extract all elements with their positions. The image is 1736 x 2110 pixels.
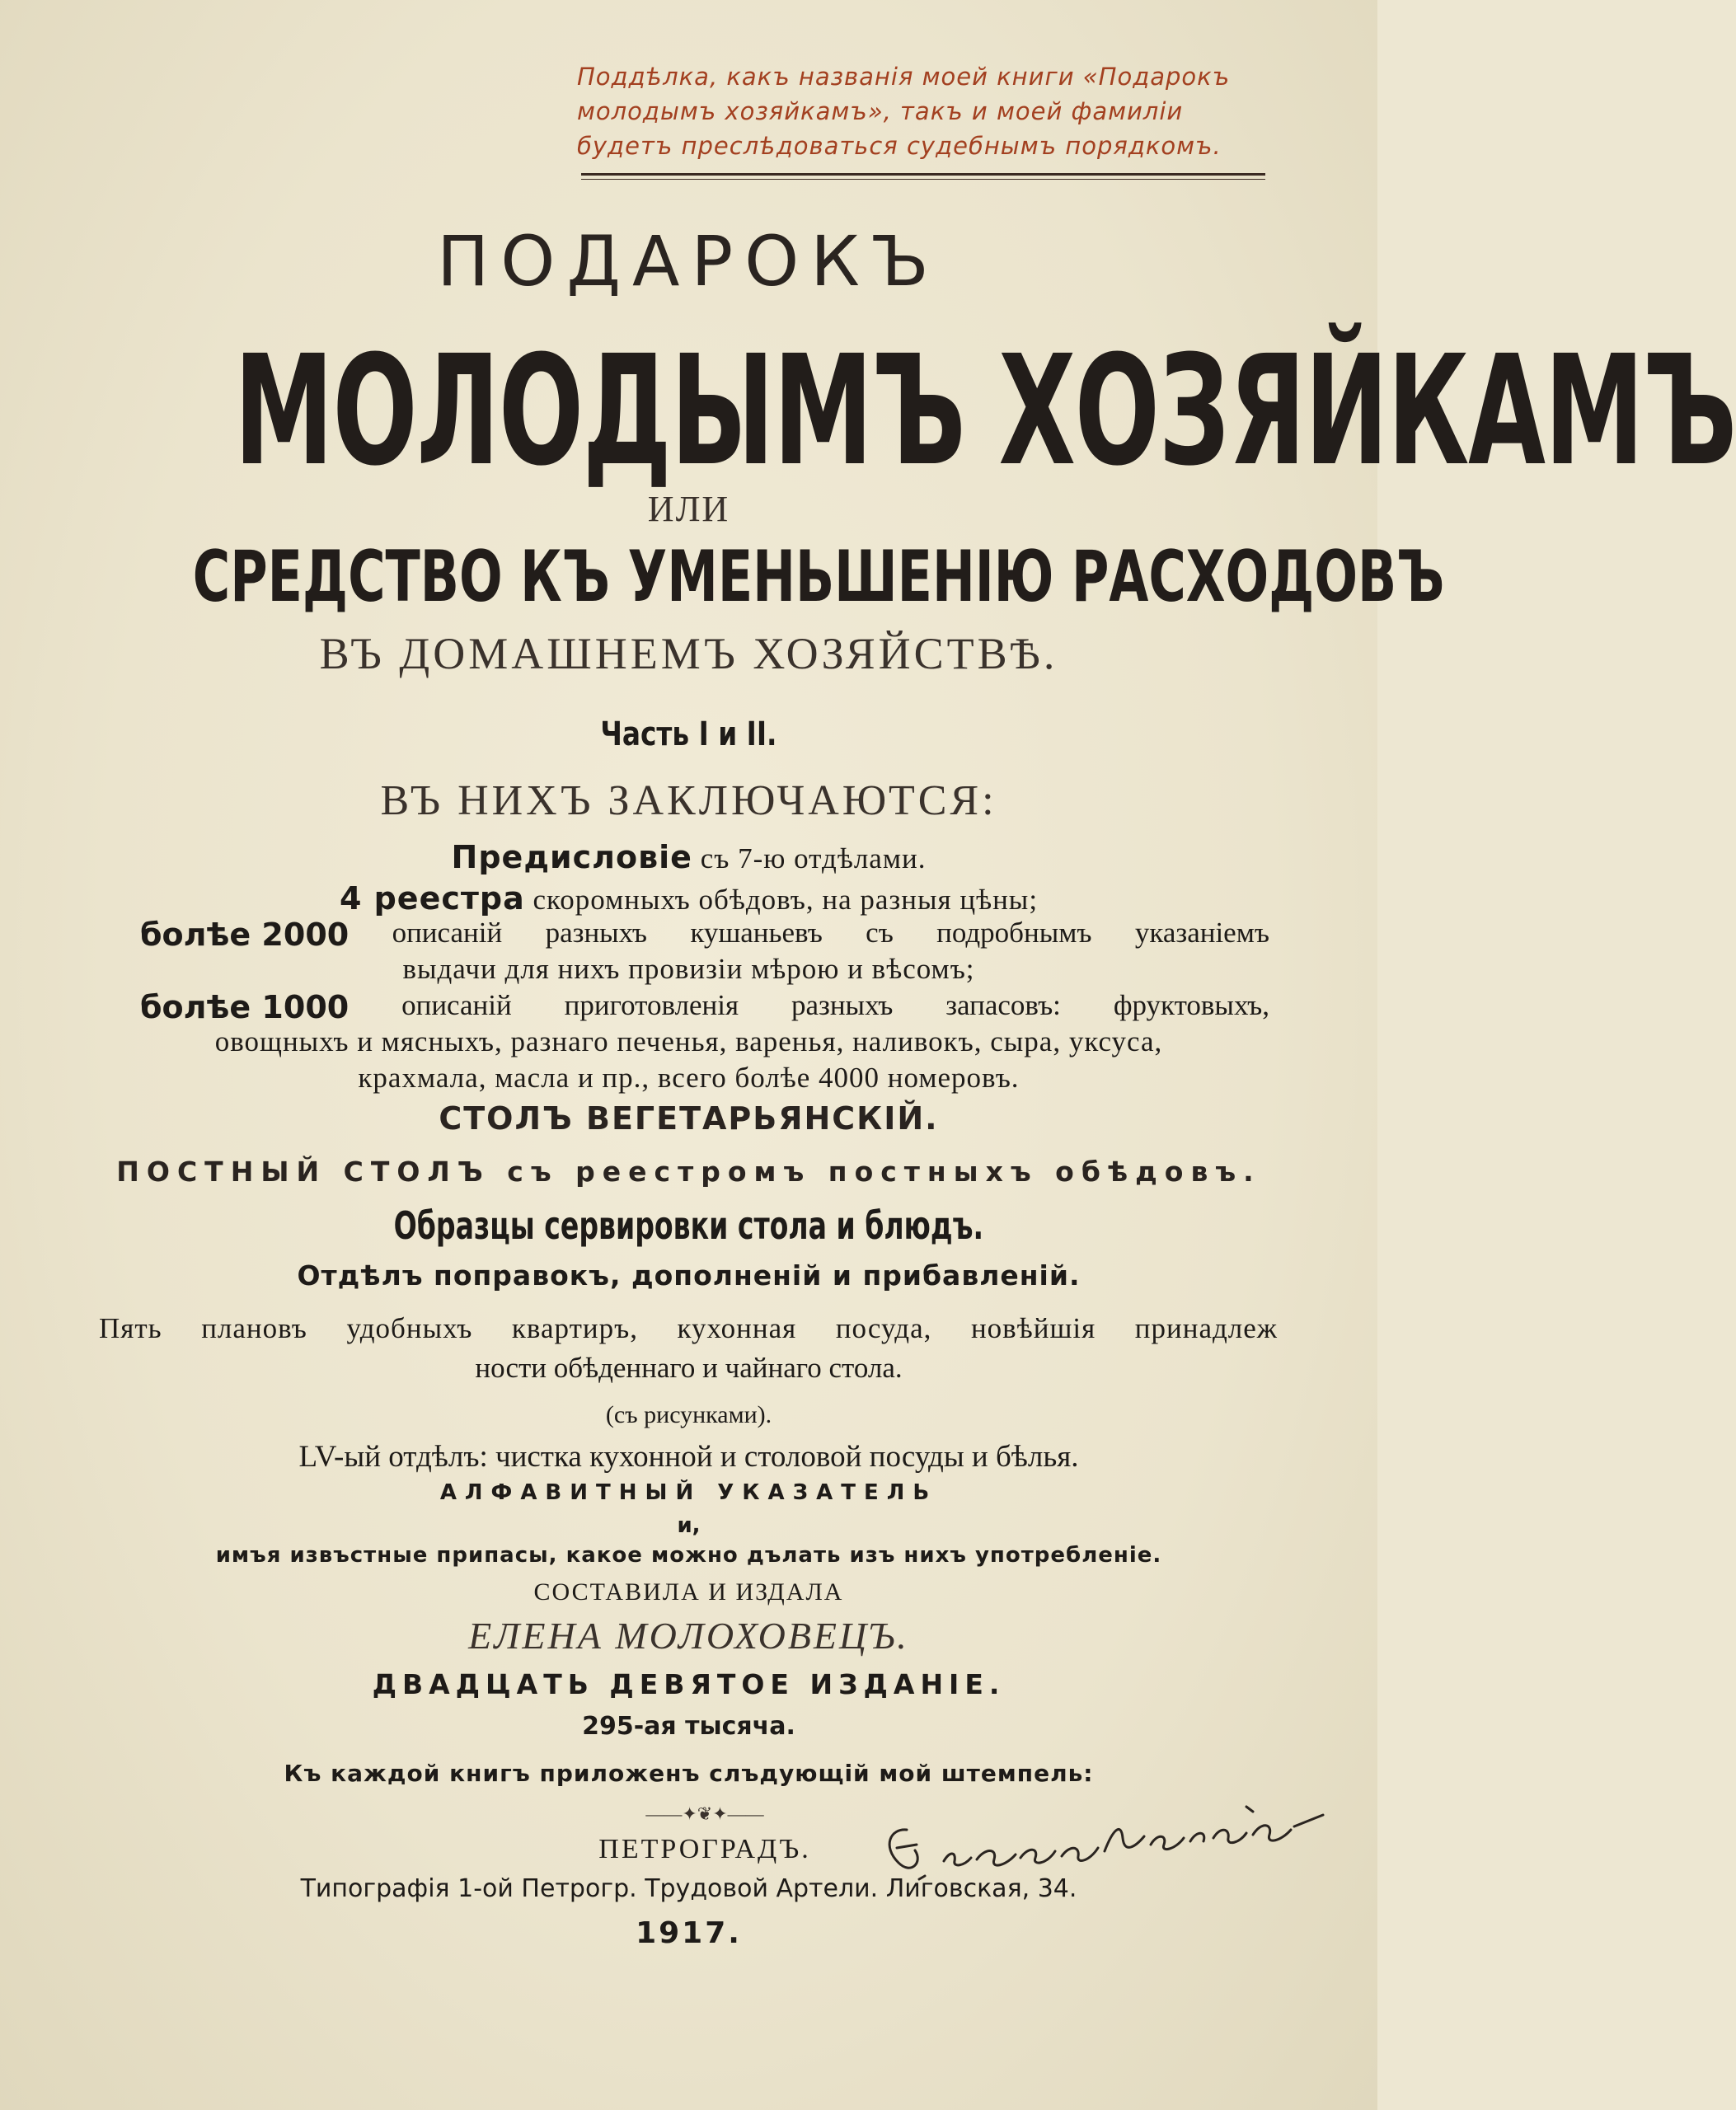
word: новѣйшія bbox=[970, 1312, 1096, 1344]
plans-line bbox=[99, 1312, 1278, 1345]
word: указаніемъ bbox=[1134, 917, 1269, 949]
divider bbox=[581, 173, 1265, 176]
stamp-note: Къ каждой книгъ приложенъ слъдующій мой штемпель: bbox=[284, 1760, 1094, 1787]
word: описаній bbox=[392, 917, 503, 949]
registers-bold: 4 реестра bbox=[339, 880, 525, 917]
stock-bold: болѣе 1000 bbox=[140, 989, 350, 1025]
title-small: ПОДАРОКЪ bbox=[437, 221, 941, 302]
contents-stock-line3: крахмала, масла и пр., всего болѣе 4000 номеровъ. bbox=[358, 1062, 1020, 1094]
preface-text: съ 7-ю отдѣлами. bbox=[692, 842, 927, 874]
divider bbox=[581, 179, 1265, 180]
word: кухонная bbox=[677, 1312, 797, 1344]
compiled-by: СОСТАВИЛА И ИЗДАЛА bbox=[533, 1578, 844, 1606]
contents-registers bbox=[0, 880, 1377, 917]
warning-line: молодымъ хозяйкамъ», такъ и моей фамиліи bbox=[577, 97, 1184, 125]
dishes-bold: болѣе 2000 bbox=[140, 917, 350, 953]
preface-bold: Предисловіе bbox=[451, 839, 692, 875]
lenten-table: ПОСТНЫЙ СТОЛЪ съ реестромъ постныхъ обѣдовъ. bbox=[116, 1156, 1261, 1188]
print-run: 295-ая тысяча. bbox=[582, 1712, 795, 1741]
contents-stock-line2: овощныхъ и мясныхъ, разнаго печенья, варенья, наливокъ, сыра, уксуса, bbox=[214, 1025, 1163, 1057]
contents-dishes bbox=[140, 917, 1269, 953]
contents-preface bbox=[0, 839, 1377, 875]
printer-info: Типографія 1-ой Петрогр. Трудовой Артели. Лиговская, 34. bbox=[300, 1874, 1077, 1903]
word: подробнымъ bbox=[936, 917, 1092, 949]
plans-line2: ности обѣденнаго и чайнаго стола. bbox=[475, 1352, 903, 1384]
word: запасовъ: bbox=[945, 989, 1061, 1021]
forgery-warning bbox=[577, 59, 1278, 163]
word: квартиръ, bbox=[511, 1312, 638, 1344]
word: съ bbox=[866, 917, 894, 949]
subtitle: СРЕДСТВО КЪ УМЕНЬШЕНІЮ РАСХОДОВЪ bbox=[192, 536, 1445, 618]
word: кушаньевъ bbox=[690, 917, 823, 949]
warning-line: будетъ преслѣдоваться судебнымъ порядкомъ. bbox=[577, 132, 1222, 160]
word: разныхъ bbox=[545, 917, 647, 949]
word: Пять bbox=[99, 1312, 162, 1344]
city: ПЕТРОГРАДЪ. bbox=[598, 1834, 811, 1864]
registers-text: скоромныхъ обѣдовъ, на разныя цѣны; bbox=[524, 884, 1039, 916]
contents-dishes-line2: выдачи для нихъ провизіи мѣрою и вѣсомъ; bbox=[402, 953, 975, 985]
vegetarian-table: СТОЛЪ ВЕГЕТАРЬЯНСКІЙ. bbox=[439, 1100, 939, 1137]
word: принадлеж bbox=[1134, 1312, 1278, 1344]
edition-label: ДВАДЦАТЬ ДЕВЯТОЕ ИЗДАНІЕ. bbox=[372, 1668, 1006, 1700]
word: плановъ bbox=[201, 1312, 307, 1344]
alphabetical-index: АЛФАВИТНЫЙ УКАЗАТЕЛЬ bbox=[439, 1480, 938, 1505]
serving-samples: Образцы сервировки стола и блюдъ. bbox=[393, 1203, 984, 1248]
word: фруктовыхъ, bbox=[1113, 989, 1269, 1021]
warning-line: Поддѣлка, какъ названія моей книги «Подарокъ bbox=[577, 63, 1231, 91]
subtitle-home: ВЪ ДОМАШНЕМЪ ХОЗЯЙСТВѢ. bbox=[319, 629, 1058, 678]
author-name: ЕЛЕНА МОЛОХОВЕЦЪ. bbox=[468, 1615, 909, 1657]
word: описаній bbox=[401, 989, 512, 1021]
word: удобныхъ bbox=[346, 1312, 473, 1344]
index-description: имъя извъстные припасы, какое можно дълать изъ нихъ употребленіе. bbox=[215, 1543, 1162, 1568]
parts-label: Часть I и II. bbox=[600, 715, 777, 753]
ornament-divider: ——✦❦✦—— bbox=[645, 1803, 764, 1824]
word: разныхъ bbox=[791, 989, 894, 1021]
title-main: МОЛОДЫМЪ ХОЗЯЙКАМЪ bbox=[233, 323, 1736, 499]
publication-year: 1917. bbox=[636, 1916, 742, 1950]
section-lv: LV-ый отдѣлъ: чистка кухонной и столовой посуды и бѣлья. bbox=[298, 1440, 1079, 1474]
title-or: ИЛИ bbox=[647, 489, 730, 529]
corrections-section: Отдѣлъ поправокъ, дополненій и прибавленій. bbox=[297, 1259, 1081, 1292]
word: приготовленія bbox=[564, 989, 739, 1021]
contents-stock bbox=[140, 989, 1269, 1025]
and-word: и, bbox=[677, 1513, 701, 1538]
contents-heading: ВЪ НИХЪ ЗАКЛЮЧАЮТСЯ: bbox=[380, 777, 997, 824]
word: посуда, bbox=[835, 1312, 932, 1344]
with-pictures: (съ рисунками). bbox=[605, 1401, 772, 1428]
